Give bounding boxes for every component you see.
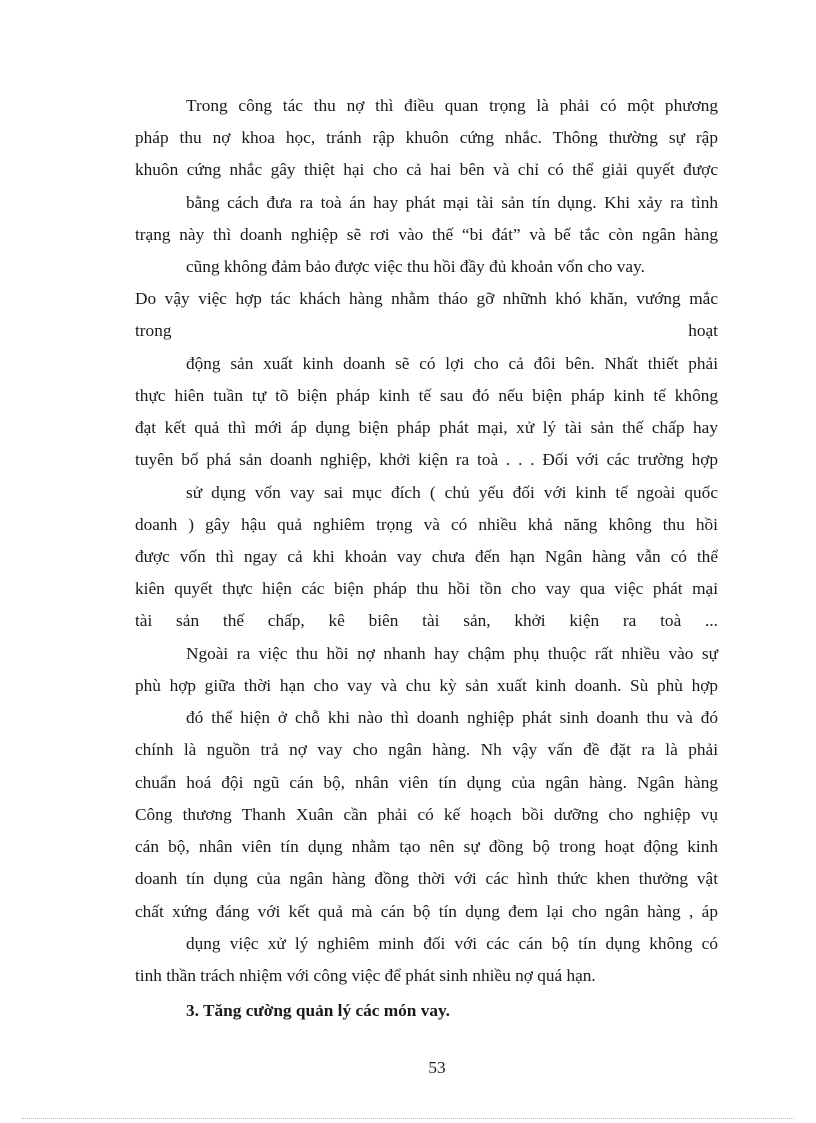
text-line: Trong công tác thu nợ thì điều quan trọng là phải có một phương <box>186 96 718 115</box>
text-line: trong hoạt <box>135 321 718 340</box>
text-line: dụng việc xử lý nghiêm minh đối với các cán bộ tín dụng không có <box>186 934 718 953</box>
text-line: được vốn thì ngay cả khi khoản vay chưa đến hạn Ngân hàng vẫn có thể <box>135 547 718 566</box>
text-line: Ngoài ra việc thu hồi nợ nhanh hay chậm phụ thuộc rất nhiều vào sự <box>186 644 718 663</box>
text-line: doanh tín dụng của ngân hàng đồng thời với các hình thức khen thưởng vật <box>135 869 718 888</box>
text-line: cũng không đảm bảo được việc thu hồi đầy đủ khoản vốn cho vay. <box>186 257 645 276</box>
text-line: chất xứng đáng với kết quả mà cán bộ tín dụng đem lại cho ngân hàng , áp <box>135 902 718 921</box>
footer-divider <box>22 1118 794 1119</box>
text-line: đó thể hiện ở chỗ khi nào thì doanh nghiệp phát sinh doanh thu và đó <box>186 708 718 727</box>
text-line: kiên quyết thực hiện các biện pháp thu hồi tồn cho vay qua việc phát mại <box>135 579 718 598</box>
text-line: doanh ) gây hậu quả nghiêm trọng và có nhiều khả năng không thu hồi <box>135 515 718 534</box>
text-line: tuyên bố phá sản doanh nghiệp, khởi kiện ra toà . . . Đối với các trường hợp <box>135 450 718 469</box>
text-line: động sản xuất kinh doanh sẽ có lợi cho cả đôi bên. Nhất thiết phải <box>186 354 718 373</box>
text-line: pháp thu nợ khoa học, tránh rập khuôn cứng nhắc. Thông thường sự rập <box>135 128 718 147</box>
text-line: trạng này thì doanh nghiệp sẽ rơi vào thế “bi đát” và bế tắc còn ngân hàng <box>135 225 718 244</box>
text-line: sử dụng vốn vay sai mục đích ( chủ yếu đối với kinh tế ngoài quốc <box>186 483 718 502</box>
text-line: chuẩn hoá đội ngũ cán bộ, nhân viên tín dụng của ngân hàng. Ngân hàng <box>135 773 718 792</box>
text-line: phù hợp giữa thời hạn cho vay và chu kỳ sản xuất kinh doanh. Sù phù hợp <box>135 676 718 695</box>
text-line: bằng cách đưa ra toà án hay phát mại tài sản tín dụng. Khi xảy ra tình <box>186 193 718 212</box>
text-line: đạt kết quả thì mới áp dụng biện pháp phát mại, xử lý tài sản thế chấp hay <box>135 418 718 437</box>
text-line: tài sản thế chấp, kê biên tài sản, khởi kiện ra toà ... <box>135 611 718 630</box>
text-line: Công thương Thanh Xuân cần phải có kế hoạch bồi dưỡng cho nghiệp vụ <box>135 805 718 824</box>
text-line: khuôn cứng nhắc gây thiệt hại cho cả hai bên và chỉ có thể giải quyết được <box>135 160 718 179</box>
page-number: 53 <box>428 1058 446 1077</box>
section-heading: 3. Tăng cường quản lý các món vay. <box>186 1001 451 1020</box>
text-line: Do vậy việc hợp tác khách hàng nhằm tháo gỡ nhữnh khó khăn, vướng mắc <box>135 289 718 308</box>
text-line: tinh thần trách nhiệm với công việc để phát sinh nhiều nợ quá hạn. <box>135 966 596 985</box>
text-line: thực hiên tuần tự tõ biện pháp kinh tế sau đó nếu biện pháp kinh tế không <box>135 386 718 405</box>
text-line: chính là nguồn trả nợ vay cho ngân hàng. Nh vậy vấn đề đặt ra là phải <box>135 740 718 759</box>
text-line: cán bộ, nhân viên tín dụng nhằm tạo nên sự đồng bộ trong hoạt động kinh <box>135 837 718 856</box>
